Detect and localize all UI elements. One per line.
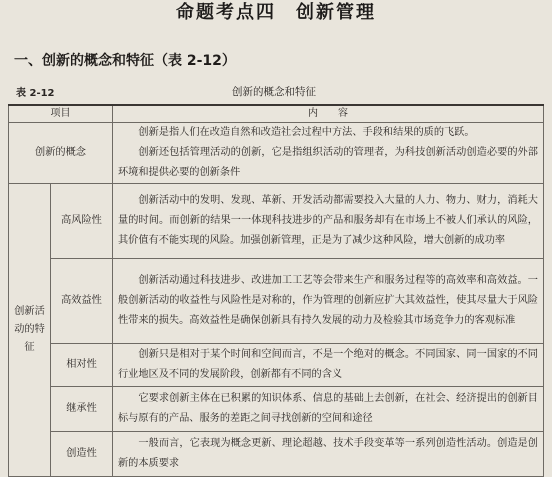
table-row-feature (9, 432, 544, 477)
feature-text: 创新活动中的发明、发现、革新、开发活动都需要投入大量的人力、物力、财力，消耗大量的时间。而创新的结果一一体现科技进步的产品和服务却有在市场上不被人们承认的风险，其价值有不能实现的风险。加强创新管理，正是为了减少这种风险，增大创新的成功率 (113, 184, 544, 259)
table-row-feature (9, 259, 544, 344)
header-content: 内 容 (113, 105, 544, 123)
feature-name: 高风险性 (51, 184, 113, 259)
section-heading: 一、创新的概念和特征（表 2-12） (14, 53, 236, 69)
table-row-feature (9, 344, 544, 387)
concept-content (113, 123, 544, 184)
table-row-feature (9, 184, 544, 259)
table-header-row (9, 105, 544, 123)
header-item: 项目 (9, 105, 113, 123)
feature-text: 它要求创新主体在已积累的知识体系、信息的基础上去创新，在社会、经济提出的创新目标与原有的产品、服务的差距之间寻找创新的空间和途径 (113, 387, 544, 432)
table-row-concept (9, 123, 544, 184)
feature-name: 相对性 (51, 344, 113, 387)
table-number: 表 2-12 (16, 88, 55, 99)
feature-text: 创新只是相对于某个时间和空间而言，不是一个绝对的概念。不同国家、同一国家的不同行业地区及不同的发展阶段，创新都有不同的含义 (113, 344, 544, 387)
concept-label: 创新的概念 (9, 123, 113, 184)
concept-paragraph: 创新还包括管理活动的创新，它是指组织活动的管理者，为科技创新活动创造必要的外部环境和提供必要的创新条件 (118, 147, 538, 178)
table-row-feature (9, 387, 544, 432)
concept-paragraph: 创新是指人们在改造自然和改造社会过程中方法、手段和结果的质的飞跃。 (138, 127, 475, 138)
concept-feature-table (8, 104, 544, 477)
feature-name: 继承性 (51, 387, 113, 432)
feature-text: 创新活动通过科技进步、改进加工工艺等会带来生产和服务过程等的高效率和高效益。一般创新活动的收益性与风险性是对称的，作为管理的创新应扩大其效益性，使其尽量大于风险性带来的损失。高效益性是确保创新具有持久发展的动力及检验其市场竞争力的客观标准 (113, 259, 544, 344)
feature-name: 创造性 (51, 432, 113, 477)
feature-text: 一般而言，它表现为概念更新、理论超越、技术手段变革等一系列创造性活动。创造是创新的本质要求 (113, 432, 544, 477)
feature-name: 高效益性 (51, 259, 113, 344)
table-caption: 创新的概念和特征 (232, 86, 316, 98)
features-group-label: 创新活动的特征 (9, 184, 51, 477)
page-title: 命题考点四 创新管理 (176, 2, 376, 23)
